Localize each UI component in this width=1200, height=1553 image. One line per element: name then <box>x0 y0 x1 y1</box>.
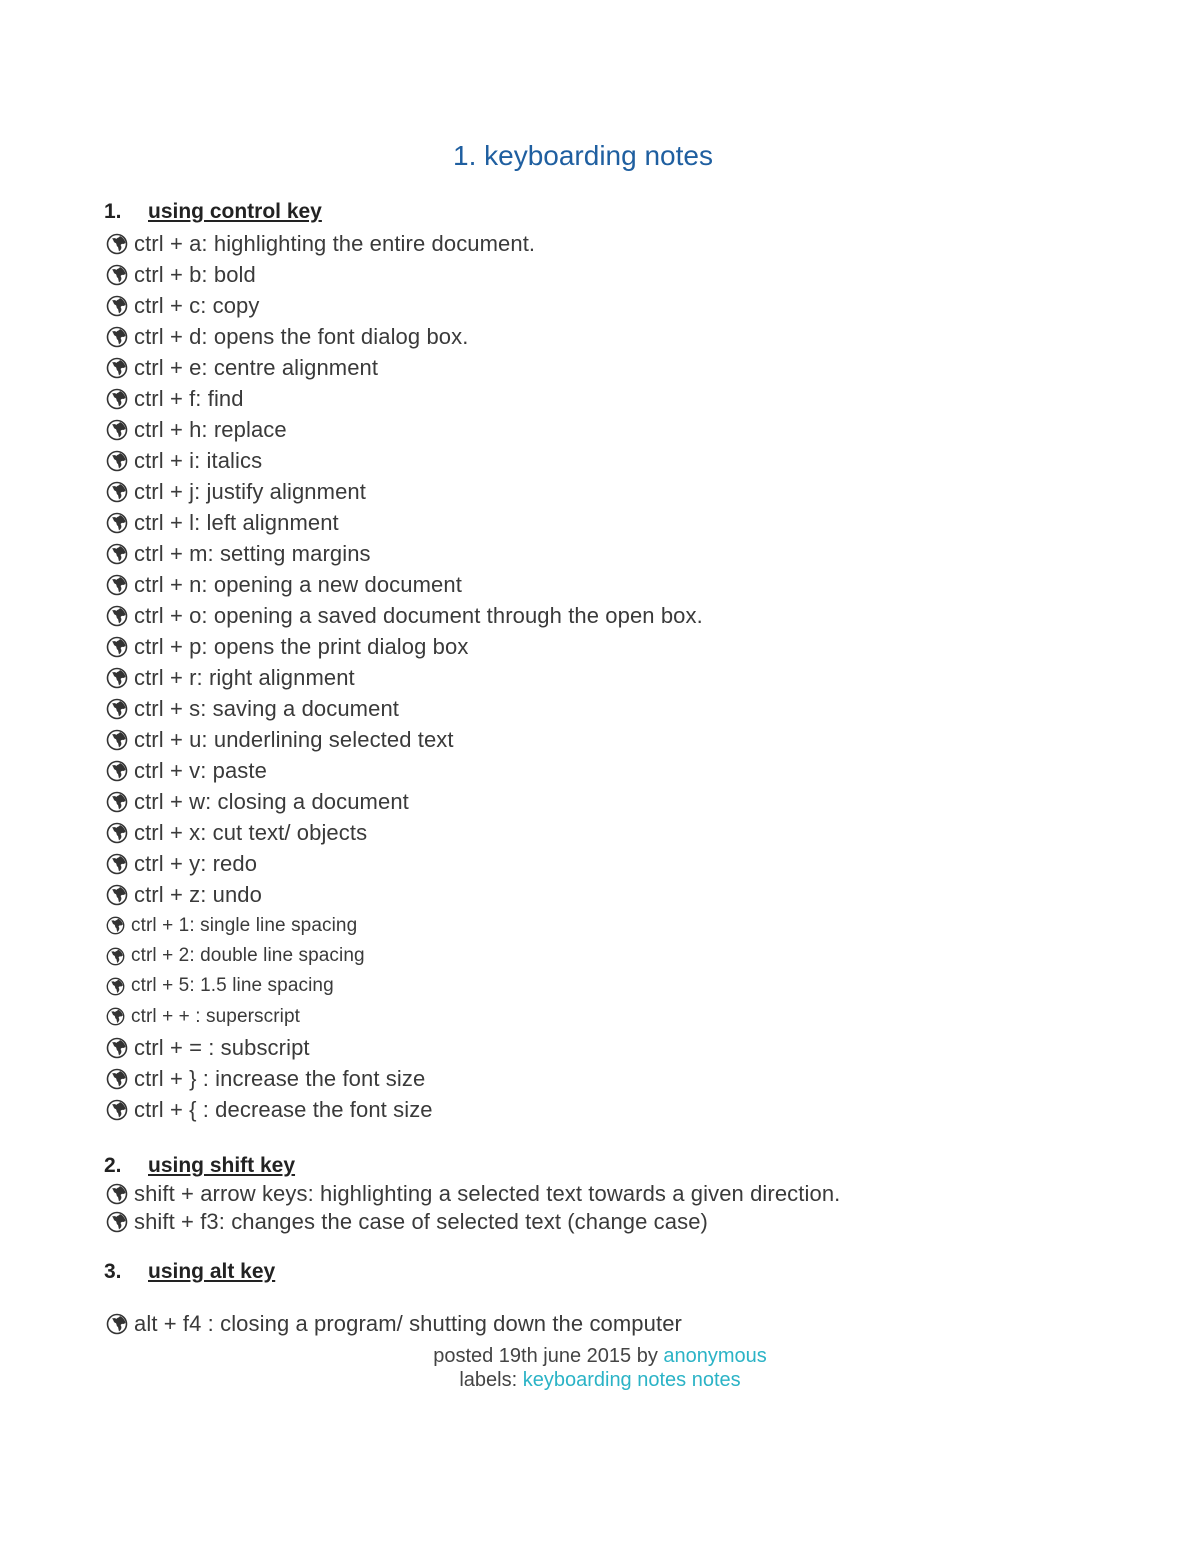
list-item <box>106 1001 703 1032</box>
shortcut-text: ctrl + u: underlining selected text <box>134 726 454 752</box>
list-item <box>106 569 703 600</box>
list-item <box>106 662 703 693</box>
globe-icon <box>106 636 128 658</box>
globe-icon <box>106 419 128 441</box>
globe-icon <box>106 1183 128 1205</box>
globe-icon <box>106 760 128 782</box>
list-item <box>106 1308 682 1339</box>
globe-icon <box>106 1211 128 1233</box>
shortcut-text: ctrl + v: paste <box>134 757 267 783</box>
list-item <box>106 600 703 631</box>
shortcut-text: ctrl + 1: single line spacing <box>131 914 358 936</box>
list-item <box>106 259 703 290</box>
globe-icon <box>106 388 128 410</box>
shortcut-text: ctrl + z: undo <box>134 881 262 907</box>
globe-icon <box>106 543 128 565</box>
globe-icon <box>106 729 128 751</box>
shift-key-list <box>106 1180 840 1236</box>
shortcut-text: ctrl + n: opening a new document <box>134 571 462 597</box>
shortcut-text: shift + f3: changes the case of selected text (change case) <box>134 1209 708 1234</box>
section-title: using control key <box>148 200 322 223</box>
globe-icon <box>106 605 128 627</box>
shortcut-text: ctrl + x: cut text/ objects <box>134 819 368 845</box>
list-item <box>106 476 703 507</box>
globe-icon <box>106 853 128 875</box>
globe-icon <box>106 916 125 935</box>
globe-icon <box>106 233 128 255</box>
globe-icon <box>106 512 128 534</box>
list-item <box>106 228 703 259</box>
list-item <box>106 1063 703 1094</box>
globe-icon <box>106 1037 128 1059</box>
control-key-list <box>106 228 703 1125</box>
labels-link[interactable]: keyboarding notes notes <box>522 1369 741 1391</box>
section-heading-shift <box>104 1154 295 1178</box>
shortcut-text: ctrl + y: redo <box>134 850 258 876</box>
list-item <box>106 848 703 879</box>
globe-icon <box>106 264 128 286</box>
shortcut-text: ctrl + l: left alignment <box>134 509 339 535</box>
shortcut-text: ctrl + } : increase the font size <box>134 1065 426 1091</box>
globe-icon <box>106 1007 125 1026</box>
section-title: using alt key <box>148 1260 276 1283</box>
section-heading-alt <box>104 1260 275 1284</box>
shortcut-text: ctrl + e: centre alignment <box>134 354 379 380</box>
globe-icon <box>106 1068 128 1090</box>
shortcut-text: ctrl + d: opens the font dialog box. <box>134 323 469 349</box>
shortcut-text: ctrl + b: bold <box>134 261 256 287</box>
globe-icon <box>106 791 128 813</box>
section-number: 1. <box>104 200 122 223</box>
list-item <box>106 445 703 476</box>
shortcut-text: ctrl + s: saving a document <box>134 695 399 721</box>
globe-icon <box>106 667 128 689</box>
list-item <box>106 693 703 724</box>
globe-icon <box>106 947 125 966</box>
shortcut-text: ctrl + r: right alignment <box>134 664 355 690</box>
shortcut-text: ctrl + 5: 1.5 line spacing <box>131 975 334 996</box>
shortcut-text: ctrl + { : decrease the font size <box>134 1096 433 1122</box>
globe-icon <box>106 481 128 503</box>
globe-icon <box>106 822 128 844</box>
globe-icon <box>106 977 125 996</box>
section-heading-control <box>104 200 322 224</box>
list-item <box>106 941 703 971</box>
section-number: 2. <box>104 1154 122 1177</box>
globe-icon <box>106 1313 128 1335</box>
shortcut-text: ctrl + + : superscript <box>131 1005 301 1027</box>
shortcut-text: ctrl + p: opens the print dialog box <box>134 633 469 659</box>
globe-icon <box>106 574 128 596</box>
shortcut-text: ctrl + 2: double line spacing <box>131 945 365 966</box>
list-item <box>106 631 703 662</box>
labels-prefix: labels: <box>459 1369 523 1391</box>
shortcut-text: alt + f4 : closing a program/ shutting down the computer <box>134 1310 682 1336</box>
list-item <box>106 352 703 383</box>
globe-icon <box>106 295 128 317</box>
shortcut-text: ctrl + o: opening a saved document through the open box. <box>134 602 703 628</box>
globe-icon <box>106 884 128 906</box>
list-item <box>106 290 703 321</box>
alt-key-list <box>106 1308 682 1339</box>
list-item <box>106 507 703 538</box>
list-item <box>106 724 703 755</box>
posted-text: posted 19th june 2015 by <box>433 1345 664 1367</box>
list-item <box>106 879 703 910</box>
globe-icon <box>106 1099 128 1121</box>
shortcut-text: ctrl + w: closing a document <box>134 788 409 814</box>
list-item <box>106 321 703 352</box>
globe-icon <box>106 450 128 472</box>
page-title: 1. keyboarding notes <box>453 140 713 171</box>
post-meta <box>0 1345 1200 1368</box>
shortcut-text: ctrl + i: italics <box>134 447 263 473</box>
list-item <box>106 817 703 848</box>
list-item <box>106 786 703 817</box>
list-item <box>106 414 703 445</box>
shortcut-text: ctrl + c: copy <box>134 292 260 318</box>
section-title: using shift key <box>148 1154 296 1177</box>
post-labels <box>0 1369 1200 1392</box>
list-item <box>106 1094 703 1125</box>
shortcut-text: ctrl + j: justify alignment <box>134 478 366 504</box>
shortcut-text: ctrl + f: find <box>134 385 244 411</box>
list-item <box>106 383 703 414</box>
shortcut-text: ctrl + h: replace <box>134 416 287 442</box>
globe-icon <box>106 698 128 720</box>
globe-icon <box>106 357 128 379</box>
section-number: 3. <box>104 1260 122 1283</box>
shortcut-text: ctrl + = : subscript <box>134 1034 310 1060</box>
shortcut-text: ctrl + a: highlighting the entire document. <box>134 230 536 256</box>
list-item <box>106 971 703 1001</box>
list-item <box>106 538 703 569</box>
list-item <box>106 1032 703 1063</box>
list-item <box>106 755 703 786</box>
globe-icon <box>106 326 128 348</box>
list-item <box>106 1180 840 1208</box>
list-item <box>106 910 703 941</box>
shortcut-text: shift + arrow keys: highlighting a selected text towards a given direction. <box>134 1181 841 1206</box>
list-item <box>106 1208 840 1236</box>
author-link[interactable]: anonymous <box>663 1345 767 1367</box>
shortcut-text: ctrl + m: setting margins <box>134 540 371 566</box>
